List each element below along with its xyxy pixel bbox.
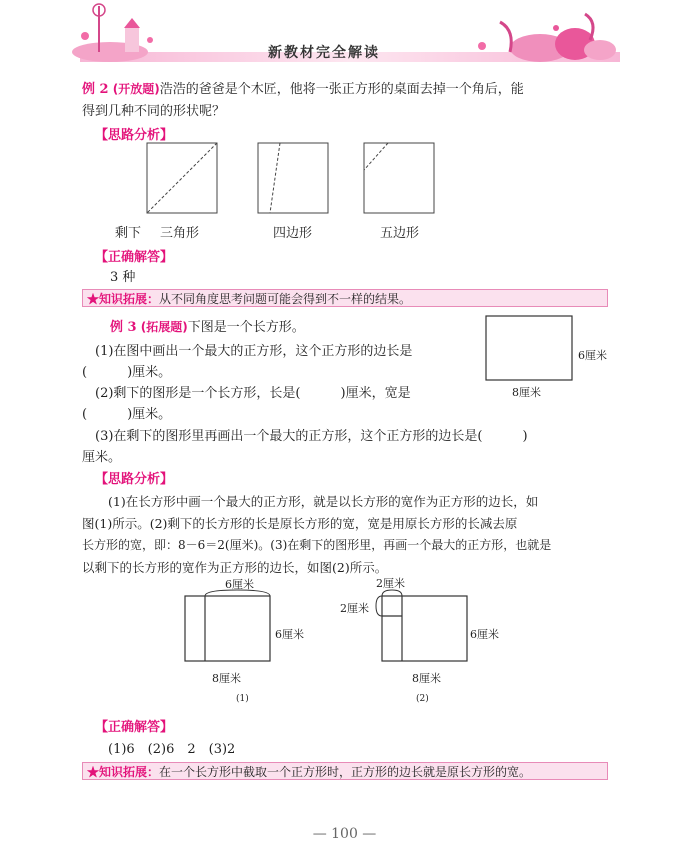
analysis-line-1: (1)在长方形中画一个最大的正方形，就是以长方形的宽作为正方形的边长，如	[108, 494, 539, 509]
example2-text2: 得到几种不同的形状呢？	[82, 104, 226, 119]
page-number: — 100 —	[312, 826, 377, 842]
knowledge-label: ★知识拓展：	[87, 765, 160, 779]
fig2-right-label: 6厘米	[470, 628, 499, 641]
knowledge-text: 从不同角度思考问题可能会得到不一样的结果。	[159, 292, 412, 306]
figure-2	[370, 588, 480, 668]
knowledge-box-2	[82, 762, 608, 780]
fig1-bottom-label: 8厘米	[212, 672, 241, 685]
paren-open: (	[82, 407, 88, 422]
fig1-caption: (1)	[236, 694, 249, 704]
example2-analysis-title: 【思路分析】	[95, 128, 174, 143]
paren-close: )厘米。	[127, 407, 172, 422]
example3-q1a: (1)在图中画出一个最大的正方形，这个正方形的边长是	[95, 344, 413, 359]
example2-text1: 浩浩的爸爸是个木匠，他将一张正方形的桌面去掉一个角后，能	[159, 82, 524, 97]
example3-intro: 下图是一个长方形。	[187, 320, 305, 335]
figure-1	[180, 588, 280, 668]
example3-tag: (拓展题)	[140, 320, 188, 334]
fig2-top-label: 2厘米	[376, 577, 405, 590]
analysis-line-3: 长方形的宽，即：8－6＝2(厘米)。(3)在剩下的图形里，再画一个最大的正方形，也就是	[82, 538, 552, 552]
example2-line1	[82, 78, 524, 97]
shape-pentagon: 五边形	[380, 226, 420, 241]
knowledge-text: 在一个长方形中截取一个正方形时，正方形的边长就是原长方形的宽。	[159, 765, 532, 779]
rect-height-label: 6厘米	[578, 349, 607, 362]
paren-close: )	[522, 429, 528, 444]
example2-answer-title: 【正确解答】	[95, 250, 174, 265]
example3-label: 例 3	[110, 320, 137, 335]
knowledge-label: ★知识拓展：	[87, 292, 160, 306]
header-title: 新教材完全解读	[268, 45, 380, 61]
example3-analysis-title: 【思路分析】	[95, 472, 174, 487]
shape-quadrilateral: 四边形	[273, 226, 313, 241]
knowledge-box-1	[82, 289, 608, 307]
q3-text: (3)在剩下的图形里再画出一个最大的正方形，这个正方形的边长是(	[95, 429, 483, 444]
fig1-top-label: 6厘米	[225, 578, 254, 591]
q2-post: )厘米，宽是	[340, 386, 411, 401]
example2-label: 例 2	[82, 82, 109, 97]
paren-close: )厘米。	[127, 365, 172, 380]
paren-open: (	[82, 365, 88, 380]
shape-triangle: 三角形	[160, 226, 200, 241]
fig2-caption: (2)	[416, 694, 429, 704]
rect-width-label: 8厘米	[512, 386, 541, 399]
example3-q1b	[82, 361, 171, 380]
analysis-line-4: 以剩下的长方形的宽作为正方形的边长，如图(2)所示。	[82, 560, 388, 575]
q2-pre: (2)剩下的图形是一个长方形，长是(	[95, 386, 301, 401]
fig1-right-label: 6厘米	[275, 628, 304, 641]
remain-label: 剩下	[115, 226, 142, 241]
rectangle-figure	[485, 315, 575, 385]
example2-tag: (开放题)	[112, 82, 160, 96]
example2-answer: 3 种	[110, 270, 136, 285]
fig2-left-label: 2厘米	[340, 602, 369, 615]
analysis-line-2: 图(1)所示。(2)剩下的长方形的长是原长方形的宽，宽是用原长方形的长减去原	[82, 516, 518, 531]
example3-answer-title: 【正确解答】	[95, 720, 174, 735]
example3-q3a	[95, 425, 528, 444]
example3-line	[110, 316, 305, 335]
example3-q2b	[82, 403, 171, 422]
fig2-bottom-label: 8厘米	[412, 672, 441, 685]
example3-q3b: 厘米。	[82, 450, 122, 465]
example3-q2a	[95, 382, 411, 401]
example3-answer: (1)6 (2)6 2 (3)2	[108, 742, 236, 757]
corner-cut-figures	[140, 140, 440, 220]
